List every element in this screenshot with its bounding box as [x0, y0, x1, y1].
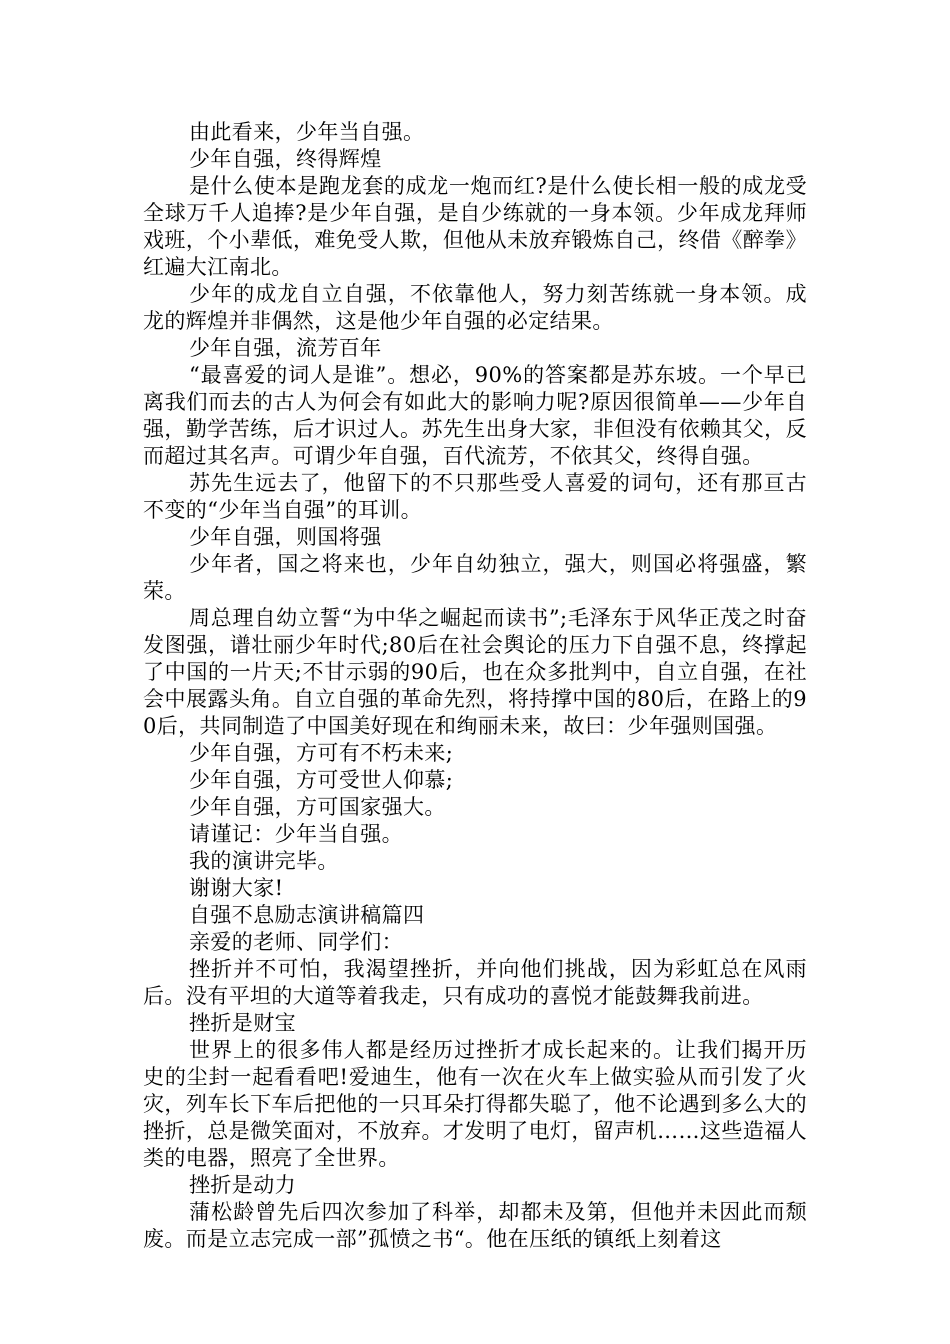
section-heading: 挫折是动力 — [189, 1173, 296, 1197]
paragraph: 少年自强，方可有不朽未来; — [189, 741, 454, 765]
paragraph: 少年的成龙自立自强，不依靠他人，努力刻苦练就一身本领。成龙的辉煌并非偶然，这是他少年自强的必定结果。 — [143, 282, 807, 333]
paragraph: 由此看来，少年当自强。 — [189, 120, 425, 144]
paragraph: 请谨记：少年当自强。 — [189, 822, 403, 846]
paragraph: 谢谢大家! — [189, 876, 284, 900]
section-heading: 少年自强，流芳百年 — [189, 336, 382, 360]
paragraph: 我的演讲完毕。 — [189, 849, 339, 873]
paragraph: 少年自强，方可国家强大。 — [189, 795, 446, 819]
section-heading: 少年自强，则国将强 — [189, 525, 382, 549]
paragraph: 少年自强，方可受世人仰慕; — [189, 768, 454, 792]
document-body — [143, 119, 807, 1253]
paragraph: 是什么使本是跑龙套的成龙一炮而红?是什么使长相一般的成龙受全球万千人追捧?是少年自强，是自少练就的一身本领。少年成龙拜师戏班，个小辈低，难免受人欺，但他从未放弃锻炼自己，终借《醉拳》红遍大江南北。 — [143, 174, 807, 279]
paragraph: 亲爱的老师、同学们： — [189, 930, 403, 954]
paragraph: 挫折并不可怕，我渴望挫折，并向他们挑战，因为彩虹总在风雨后。没有平坦的大道等着我走，只有成功的喜悦才能鼓舞我前进。 — [143, 957, 807, 1008]
paragraph: 世界上的很多伟人都是经历过挫折才成长起来的。让我们揭开历史的尘封一起看看吧!爱迪生，他有一次在火车上做实验从而引发了火灾，列车长下车后把他的一只耳朵打得都失聪了，他不论遇到多么大的挫折，总是微笑面对，不放弃。才发明了电灯，留声机……这些造福人类的电器，照亮了全世界。 — [143, 1038, 807, 1170]
paragraph: 苏先生远去了，他留下的不只那些受人喜爱的词句，还有那亘古不变的“少年当自强”的耳训。 — [143, 471, 807, 522]
paragraph: 蒲松龄曾先后四次参加了科举，却都未及第，但他并未因此而颓废。而是立志完成一部”孤愤之书“。他在压纸的镇纸上刻着这 — [143, 1200, 807, 1251]
paragraph: 少年者，国之将来也，少年自幼独立，强大，则国必将强盛，繁荣。 — [143, 552, 807, 603]
section-heading: 挫折是财宝 — [189, 1011, 296, 1035]
paragraph: 周总理自幼立誓“为中华之崛起而读书”;毛泽东于风华正茂之时奋发图强，谱壮丽少年时代;80后在社会舆论的压力下自强不息，终撑起了中国的一片天;不甘示弱的90后，也在众多批判中，自立自强，在社会中展露头角。自立自强的革命先烈，将持撑中国的80后，在路上的90后，共同制造了中国美好现在和绚丽未来，故曰：少年强则国强。 — [143, 606, 807, 738]
section-heading: 少年自强，终得辉煌 — [189, 147, 382, 171]
paragraph: “最喜爱的词人是谁”。想必，90%的答案都是苏东坡。一个早已离我们而去的古人为何会有如此大的影响力呢?原因很简单——少年自强，勤学苦练，后才识过人。苏先生出身大家，非但没有依赖其父，反而超过其名声。可谓少年自强，百代流芳，不依其父，终得自强。 — [143, 363, 807, 468]
section-heading: 自强不息励志演讲稿篇四 — [189, 903, 425, 927]
